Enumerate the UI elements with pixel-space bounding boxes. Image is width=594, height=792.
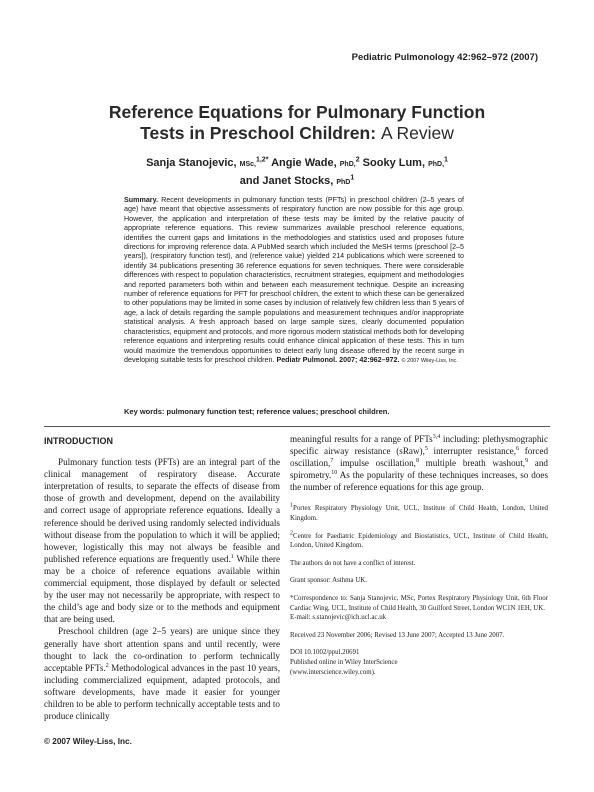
reference-sup: 7: [330, 458, 334, 465]
reference-sup: 9: [525, 458, 529, 465]
affiliation-text: Centre for Paediatric Epidemiology and Biostatistics, UCL, Institute of Child Health, London, United Kingdom.: [290, 532, 548, 550]
publication-note: [290, 648, 548, 677]
body-text: While there may be a choice of reference equations available within commercial equipment, those displayed by default or selected by the user may not necessarily be appropriate, with respect to the child’s age and body size or to the methods and equipment that are being used.: [44, 553, 281, 625]
author-list: [60, 155, 534, 191]
author-name: Angie Wade,: [271, 157, 337, 169]
reference-sup: 1: [230, 553, 234, 560]
reference-sup: 5: [424, 446, 428, 453]
author-degree: MSc,: [239, 161, 256, 168]
footer-copyright: © 2007 Wiley-Liss, Inc.: [44, 737, 132, 746]
author-name: and Janet Stocks,: [239, 175, 334, 187]
body-paragraph: [44, 456, 280, 625]
author-affiliation-sup: 1,2: [255, 156, 266, 164]
dates-note: Received 23 November 2006; Revised 13 June 2007; Accepted 13 June 2007.: [290, 631, 505, 639]
author-degree: PhD,: [428, 161, 445, 168]
reference-sup: 8: [415, 458, 419, 465]
corresponding-mark: *: [265, 156, 269, 164]
body-text: forced oscillation,: [290, 446, 549, 469]
author-degree: PhD,: [339, 161, 356, 168]
title-subtitle: A Review: [380, 123, 454, 143]
correspondence-note: [290, 594, 548, 623]
publisher-url: (www.interscience.wiley.com).: [290, 668, 376, 676]
abstract: [124, 196, 464, 366]
body-text: Pulmonary function tests (PFTs) are an integral part of the clinical management of respiratory disease. Accurate interpretation of results, to separate the effects of disease from those of growth and development, depend on the availability and correct usage of appropriate reference equations. Ideally a reference should be derived using randomly selected individuals without disease from the population to which it will be applied; however, logistically this may not always be feasible and published reference equations are frequently used.: [44, 457, 280, 564]
body-paragraph: [44, 625, 280, 722]
title-line-1: Reference Equations for Pulmonary Function: [108, 102, 486, 122]
reference-sup: 6: [516, 446, 520, 453]
reference-sup: 2: [105, 662, 109, 669]
body-text: multiple breath washout,: [418, 458, 526, 469]
author-name: Sanja Stanojevic,: [146, 157, 237, 169]
right-column: [290, 433, 548, 685]
keywords: Key words: pulmonary function test; reference values; preschool children.: [124, 407, 390, 416]
conflict-note: The authors do not have a conflict of interest.: [290, 559, 416, 567]
body-text: Methodological advances in the past 10 years, including commercialized equipment, adapted protocols, and software developments, have made it easier for younger children to be able to perform technically acceptable tests and to produce clinically: [44, 662, 280, 722]
title-line-2: Tests in Preschool Children:: [140, 123, 377, 143]
journal-header: Pediatric Pulmonology 42:962–972 (2007): [351, 52, 538, 63]
reference-sup: 3,4: [432, 433, 441, 440]
section-divider: [44, 426, 550, 427]
body-text: Preschool children (age 2–5 years) are unique since they generally have short attention spans and until recently, were thought to lack the co-ordination to perform technically acceptable PFTs.: [44, 626, 280, 673]
author-degree: PhD: [336, 179, 351, 186]
author-affiliation-sup: 1: [350, 174, 355, 182]
affiliation-text: Portex Respiratory Physiology Unit, UCL, Institute of Child Health, London, United Kingdom.: [290, 505, 548, 523]
abstract-body: Recent developments in pulmonary function tests (PFTs) in preschool children (2–5 years of age) have meant that objective assessments of respiratory function are now possible for this age group. However, the application and interpretation of these tests may be limited by the relative paucity of appropriate reference equations. This review summarizes available preschool reference equations, identifies the current gaps and limitations in the methodologies and statistics used and proposes future directions for improving reference data. A PubMed search which included the MeSH terms (preschool [2–5 years]), (respiratory function test), and (reference value) yielded 214 publications which were screened to identify 34 publications presenting 36 reference equations for seven techniques. There were considerable differences with respect to population characteristics, recruitment strategies, equipment and methodologies and reported parameters both within and between each measurement technique. Despite an increasing number of reference equations for PFT for preschool children, the extent to which these can be generalized to other populations may be limited in some cases by inclusion of relatively few children less than 5 years of age, a lack of details regarding the sample populations and measurement techniques and/or inappropriate statistical analysis. A fresh approach based on large sample sizes, clearly documented population characteristics, equipment and protocols, and more rigorous modern statistical methods both for developing reference equations and interpreting results could enhance clinical application of these tests. This in turn would maximize the tremendous opportunities to detect early lung disease offered by the recent surge in developing suitable tests for preschool children.: [124, 196, 464, 364]
body-text: meaningful results for a range of PFTs: [290, 434, 433, 444]
body-paragraph: [290, 433, 548, 493]
correspondence-email: E-mail: s.stanojevic@ich.ucl.ac.uk: [290, 614, 387, 622]
section-heading: INTRODUCTION: [44, 436, 113, 446]
affiliation-note: [290, 504, 548, 523]
body-text: As the popularity of these techniques increases, so does the number of reference equations for this age group.: [290, 470, 548, 493]
affiliation-sup: 1: [290, 503, 293, 510]
abstract-copyright: © 2007 Wiley-Liss, Inc.: [401, 357, 458, 364]
published-online: Published online in Wiley InterScience: [290, 659, 398, 666]
left-column: [44, 435, 280, 722]
correspondence-text: *Correspondence to: Sanja Stanojevic, MSc, Portex Respiratory Physiology Unit, 6th Floor Cardiac Wing, UCL, Institute of Child Health, 30 Guilford Street, London WC1N 1EH, UK.: [290, 595, 548, 612]
body-text: and spirometry.: [290, 458, 548, 481]
abstract-citation: Pediatr Pulmonol. 2007; 42:962–972.: [276, 355, 400, 364]
reference-sup: 10: [331, 470, 338, 477]
author-name: Sooky Lum,: [362, 157, 426, 169]
doi: DOI 10.1002/ppul.20691: [290, 649, 360, 657]
affiliation-sup: 2: [290, 530, 293, 537]
body-text: interrupter resistance,: [427, 446, 517, 457]
body-text: including: plethysmographic specific airway resistance (sRaw),: [290, 434, 549, 457]
author-affiliation-sup: 2: [355, 156, 360, 164]
affiliation-note: [290, 532, 548, 551]
body-text: impulse oscillation,: [333, 458, 416, 469]
grant-note: Grant sponsor: Asthma UK.: [290, 577, 367, 585]
author-affiliation-sup: 1: [444, 156, 448, 164]
article-title: [60, 102, 534, 144]
abstract-lead: Summary.: [124, 196, 158, 204]
